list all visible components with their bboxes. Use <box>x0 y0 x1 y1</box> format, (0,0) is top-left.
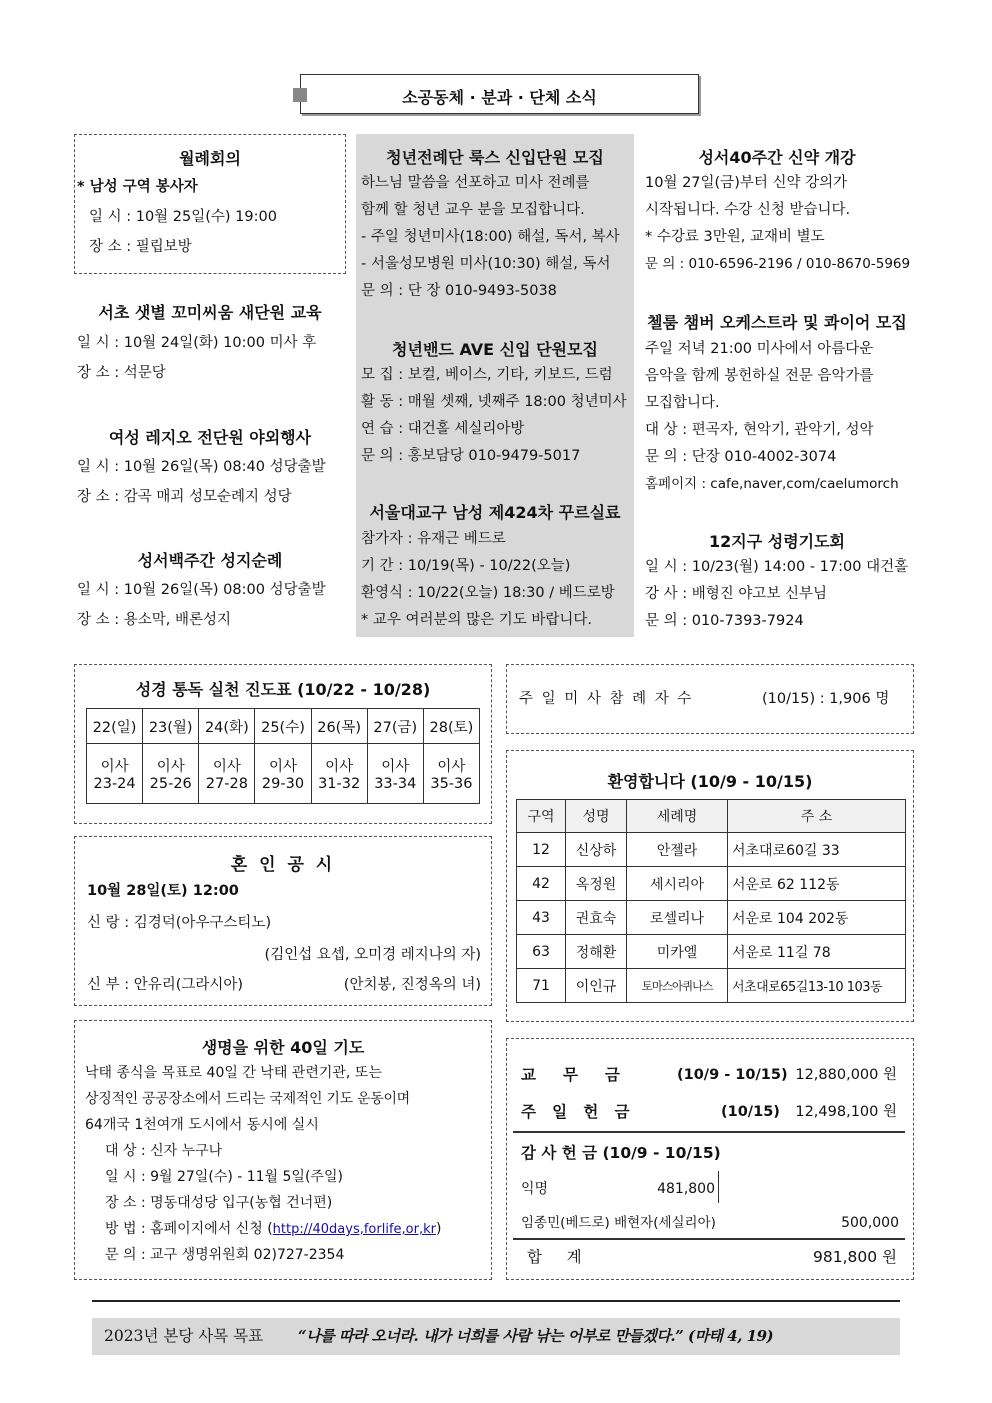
book-name: 이사 <box>100 759 129 775</box>
divider <box>513 1131 905 1133</box>
thanks-title: 감 사 헌 금 (10/9 - 10/15) <box>521 1144 721 1162</box>
district-cell: 12 <box>517 833 566 867</box>
bible40-line-4: 문 의 : 010-6596-2196 / 010-8670-5969 <box>645 256 911 272</box>
chamber-title: 첼룸 챔버 오케스트라 및 콰이어 모집 <box>647 313 907 332</box>
chapter-range: 29-30 <box>261 776 305 792</box>
district-cell: 42 <box>517 867 566 901</box>
finance-box <box>506 1038 914 1280</box>
groom: 신 랑 : 김경덕(아우구스티노) <box>87 915 272 931</box>
col-header: 세례명 <box>627 800 728 833</box>
book-name: 이사 <box>156 759 185 775</box>
bride: 신 부 : 안유리(그라시아) <box>87 977 244 993</box>
kyomu-period: (10/9 - 10/15) <box>677 1067 788 1083</box>
kyomu-amount: 12,880,000 원 <box>795 1067 897 1083</box>
chapter-range: 33-34 <box>374 776 417 792</box>
lux-line-2: 함께 할 청년 교우 분을 모집합니다. <box>361 202 585 218</box>
book-name: 이사 <box>268 759 297 775</box>
monthly-meeting-box <box>74 134 346 274</box>
attendance-count: (10/15) : 1,906 명 <box>762 691 890 707</box>
day-header: 27(금) <box>367 709 423 744</box>
chapter-range: 23-24 <box>93 776 136 792</box>
reading-cell <box>143 744 199 804</box>
prayer40-link[interactable]: http://40days,forlife,or,kr <box>272 1222 436 1237</box>
seochoo-place: 장 소 : 석문당 <box>77 365 166 381</box>
ave-line-3: 연 습 : 대건홀 세실리아방 <box>361 421 525 437</box>
monthly-meeting-date: 일 시 : 10월 25일(수) 19:00 <box>89 209 277 225</box>
chamber-line-3: 모집합니다. <box>645 395 720 411</box>
col-header: 주 소 <box>728 800 906 833</box>
pilgrim-date: 일 시 : 10월 26일(목) 08:00 성당출발 <box>77 582 326 598</box>
chamber-line-5: 문 의 : 단장 010-4002-3074 <box>645 449 837 465</box>
book-name: 이사 <box>381 759 410 775</box>
cursillo-line-3: 환영식 : 10/22(오늘) 18:30 / 베드로방 <box>361 585 615 601</box>
couple-label: 임종민(베드로) 배현자(세실리아) <box>521 1215 716 1231</box>
col-header: 성명 <box>566 800 627 833</box>
lux-line-5: 문 의 : 단 장 010-9493-5038 <box>361 283 557 299</box>
total-divider <box>513 1238 905 1240</box>
welcome-table <box>516 799 906 1003</box>
couple-amount: 500,000 <box>841 1215 899 1231</box>
attendance-box <box>506 664 914 734</box>
address-cell: 서운로 104 202동 <box>728 901 906 935</box>
prayer40-line-2: 상징적인 공공장소에서 드리는 국제적인 기도 운동이며 <box>85 1091 410 1107</box>
baptism-name-cell: 세시리아 <box>627 867 728 901</box>
bible-reading-table <box>86 708 480 804</box>
footer-banner <box>92 1318 900 1355</box>
cursillo-line-4: * 교우 여러분의 많은 기도 바랍니다. <box>361 612 593 628</box>
address-cell: 서운로 11길 78 <box>728 935 906 969</box>
baptism-name-cell: 토마스아퀴나스 <box>627 969 728 1003</box>
name-cell: 정해환 <box>566 935 627 969</box>
reading-cell <box>255 744 311 804</box>
lux-line-1: 하느님 말씀을 선포하고 미사 전례를 <box>361 175 590 191</box>
day-header: 24(화) <box>199 709 255 744</box>
ave-line-2: 활 동 : 매월 셋째, 넷째주 18:00 청년미사 <box>361 394 627 410</box>
bible-reading-box <box>74 664 492 824</box>
cursillo-title: 서울대교구 남성 제424차 꾸르실료 <box>369 503 621 522</box>
sunday-period: (10/15) <box>721 1104 780 1120</box>
kyomu-label: 교 무 금 <box>521 1066 620 1084</box>
table-row <box>517 935 906 969</box>
reading-cell <box>423 744 479 804</box>
holyspirit-title: 12지구 성령기도회 <box>708 532 846 551</box>
seochoo-title: 서초 샛별 꼬미씨움 새단원 교육 <box>98 303 322 322</box>
method-label: 방 법 : 홈페이지에서 신청 ( <box>105 1221 273 1237</box>
chapter-range: 31-32 <box>318 776 361 792</box>
baptism-name-cell: 안젤라 <box>627 833 728 867</box>
chamber-line-4: 대 상 : 편곡자, 현악기, 관악기, 성악 <box>645 422 874 438</box>
prayer40-line-3: 64개국 1천여개 도시에서 동시에 실시 <box>85 1117 319 1133</box>
pilgrim-title: 성서백주간 성지순례 <box>137 551 283 570</box>
bible40-line-1: 10월 27일(금)부터 신약 강의가 <box>645 175 848 191</box>
chapter-range: 27-28 <box>205 776 248 792</box>
pilgrim-place: 장 소 : 용소막, 배론성지 <box>77 612 231 628</box>
anon-divider <box>718 1171 719 1203</box>
section-title: 소공동체 · 분과 · 단체 소식 <box>402 88 597 107</box>
footer-rule <box>92 1300 900 1302</box>
prayer40-line-8: 문 의 : 교구 생명위원회 02)727-2354 <box>105 1247 345 1263</box>
book-name: 이사 <box>437 759 466 775</box>
day-header: 23(월) <box>143 709 199 744</box>
ave-line-1: 모 집 : 보컬, 베이스, 기타, 키보드, 드럼 <box>361 367 613 383</box>
holyspirit-line-1: 일 시 : 10/23(월) 14:00 - 17:00 대건홀 <box>645 559 909 575</box>
seochoo-date: 일 시 : 10월 24일(화) 10:00 미사 후 <box>77 335 317 351</box>
lux-line-4: - 서울성모병원 미사(10:30) 해설, 독서 <box>361 256 611 272</box>
prayer40-line-5: 일 시 : 9월 27일(수) - 11월 5일(주일) <box>105 1169 343 1185</box>
district-cell: 43 <box>517 901 566 935</box>
baptism-name-cell: 로셀리나 <box>627 901 728 935</box>
holyspirit-line-3: 문 의 : 010-7393-7924 <box>645 613 804 629</box>
marriage-datetime: 10월 28일(토) 12:00 <box>87 883 239 899</box>
lux-title: 청년전례단 룩스 신입단원 모집 <box>386 148 604 167</box>
chapter-range: 25-26 <box>149 776 192 792</box>
footer-quote: “나를 따라 오너라. 내가 너희를 사람 낚는 어부로 만들겠다.” (마태 4, 19) <box>298 1327 774 1345</box>
col-header: 구역 <box>517 800 566 833</box>
name-cell: 권효숙 <box>566 901 627 935</box>
anon-amount: 481,800 <box>657 1181 715 1197</box>
monthly-meeting-place: 장 소 : 필립보방 <box>89 239 192 255</box>
prayer40-box <box>74 1020 492 1280</box>
address-cell: 서초대로65길13-10 103동 <box>728 969 906 1003</box>
monthly-meeting-title: 월례회의 <box>179 149 241 168</box>
legio-place: 장 소 : 감곡 매괴 성모순례지 성당 <box>77 489 292 505</box>
name-cell: 옥정원 <box>566 867 627 901</box>
welcome-box <box>506 750 914 1022</box>
anon-label: 익명 <box>521 1181 549 1197</box>
bible40-line-3: * 수강료 3만원, 교재비 별도 <box>645 229 825 245</box>
bible40-title: 성서40주간 신약 개강 <box>698 148 856 167</box>
name-cell: 이인규 <box>566 969 627 1003</box>
legio-title: 여성 레지오 전단원 야외행사 <box>108 428 312 447</box>
legio-date: 일 시 : 10월 26일(목) 08:40 성당출발 <box>77 459 326 475</box>
day-header: 22(일) <box>87 709 143 744</box>
ave-line-4: 문 의 : 홍보담당 010-9479-5017 <box>361 448 581 464</box>
day-header: 28(토) <box>423 709 479 744</box>
chamber-line-2: 음악을 함께 봉헌하실 전문 음악가를 <box>645 368 874 384</box>
total-label: 합 계 <box>527 1248 582 1266</box>
book-name: 이사 <box>325 759 354 775</box>
cursillo-line-1: 참가자 : 유재근 베드로 <box>361 531 506 547</box>
reading-cell <box>367 744 423 804</box>
prayer40-line-1: 낙태 종식을 목표로 40일 간 낙태 관련기관, 또는 <box>85 1065 382 1081</box>
table-row <box>517 867 906 901</box>
prayer40-title: 생명을 위한 40일 기도 <box>201 1038 365 1057</box>
sunday-amount: 12,498,100 원 <box>795 1104 897 1120</box>
reading-cell <box>199 744 255 804</box>
lux-line-3: - 주일 청년미사(18:00) 해설, 독서, 복사 <box>361 229 620 245</box>
district-cell: 71 <box>517 969 566 1003</box>
chapter-range: 35-36 <box>430 776 473 792</box>
baptism-name-cell: 미카엘 <box>627 935 728 969</box>
chamber-homepage[interactable]: 홈페이지 : cafe,naver,com/caelumorch <box>645 476 899 492</box>
marriage-title: 혼 인 공 시 <box>230 855 336 875</box>
prayer40-line-6: 장 소 : 명동대성당 입구(농협 건너편) <box>105 1195 333 1211</box>
total-amount: 981,800 원 <box>813 1248 897 1266</box>
bride-parents: (안치봉, 진정옥의 녀) <box>343 977 481 993</box>
table-row <box>517 833 906 867</box>
book-name: 이사 <box>212 759 241 775</box>
day-header: 26(목) <box>311 709 367 744</box>
reading-cell <box>311 744 367 804</box>
monthly-meeting-sub: * 남성 구역 봉사자 <box>77 179 198 195</box>
sunday-label: 주 일 헌 금 <box>521 1103 630 1121</box>
district-cell: 63 <box>517 935 566 969</box>
chamber-line-1: 주일 저녁 21:00 미사에서 아름다운 <box>645 341 874 357</box>
method-suffix: ) <box>435 1221 442 1237</box>
groom-parents: (김인섭 요셉, 오미경 레지나의 자) <box>264 947 481 963</box>
prayer40-line-7 <box>105 1219 441 1240</box>
welcome-title: 환영합니다 (10/9 - 10/15) <box>607 772 813 791</box>
cursillo-line-2: 기 간 : 10/19(목) - 10/22(오늘) <box>361 558 571 574</box>
holyspirit-line-2: 강 사 : 배형진 야고보 신부님 <box>645 586 828 602</box>
bible-reading-title: 성경 통독 실천 진도표 (10/22 - 10/28) <box>135 680 431 699</box>
name-cell: 신상하 <box>566 833 627 867</box>
table-row <box>517 969 906 1003</box>
address-cell: 서초대로60길 33 <box>728 833 906 867</box>
marriage-box <box>74 836 492 1006</box>
footer-prefix: 2023년 본당 사목 목표 <box>104 1327 264 1345</box>
day-header: 25(수) <box>255 709 311 744</box>
attendance-label: 주 일 미 사 참 례 자 수 <box>519 691 694 707</box>
reading-cell <box>87 744 143 804</box>
ave-title: 청년밴드 AVE 신입 단원모집 <box>392 340 598 359</box>
prayer40-line-4: 대 상 : 신자 누구나 <box>105 1143 223 1159</box>
address-cell: 서운로 62 112동 <box>728 867 906 901</box>
table-row <box>517 901 906 935</box>
section-header <box>300 74 699 114</box>
bible40-line-2: 시작됩니다. 수강 신청 받습니다. <box>645 202 851 218</box>
